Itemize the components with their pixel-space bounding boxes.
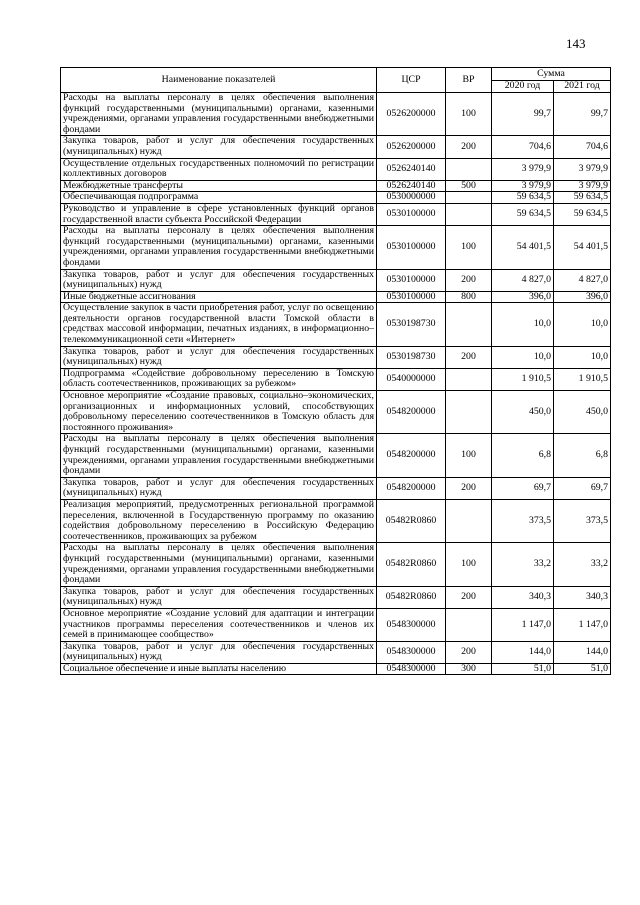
table-row xyxy=(61,192,611,204)
row-vr-code: 200 xyxy=(446,346,492,368)
row-name: Межбюджетные трансферты xyxy=(61,180,377,192)
table-row xyxy=(61,180,611,192)
row-name: Руководство и управление в сфере установленных функций органов государственной власти субъекта Российской Федерации xyxy=(61,203,377,225)
table-row xyxy=(61,663,611,675)
header-year-2020: 2020 год xyxy=(492,81,554,93)
row-amount-2020: 396,0 xyxy=(492,291,554,303)
row-amount-2020: 4 827,0 xyxy=(492,269,554,291)
row-amount-2020: 340,3 xyxy=(492,586,554,608)
row-vr-code: 200 xyxy=(446,586,492,608)
row-csr-code: 0548200000 xyxy=(377,434,446,477)
row-csr-code: 0530198730 xyxy=(377,346,446,368)
row-vr-code xyxy=(446,303,492,346)
row-amount-2021: 3 979,9 xyxy=(554,180,611,192)
row-amount-2020: 33,2 xyxy=(492,543,554,586)
row-csr-code: 0530100000 xyxy=(377,203,446,225)
row-name: Закупка товаров, работ и услуг для обеспечения государственных (муниципальных) нужд xyxy=(61,136,377,158)
row-vr-code xyxy=(446,368,492,390)
row-csr-code: 0548300000 xyxy=(377,663,446,675)
row-amount-2020: 6,8 xyxy=(492,434,554,477)
row-amount-2021: 4 827,0 xyxy=(554,269,611,291)
row-vr-code: 500 xyxy=(446,180,492,192)
row-vr-code xyxy=(446,499,492,542)
row-csr-code: 0526200000 xyxy=(377,93,446,136)
row-name: Реализация мероприятий, предусмотренных региональной программой переселения, включенной в Государственную программу по оказанию содействия добровольному переселению в Российскую Федерацию соотечественников, проживающих за рубежом xyxy=(61,499,377,542)
row-csr-code: 0548300000 xyxy=(377,641,446,663)
row-name: Закупка товаров, работ и услуг для обеспечения государственных (муниципальных) нужд xyxy=(61,269,377,291)
row-vr-code xyxy=(446,203,492,225)
row-name: Расходы на выплаты персоналу в целях обеспечения выполнения функций государственными (муниципальными) органами, казенными учреждениями, органами управления государственными внебюджетными фондами xyxy=(61,226,377,269)
row-amount-2021: 33,2 xyxy=(554,543,611,586)
table-row xyxy=(61,226,611,269)
row-vr-code xyxy=(446,192,492,204)
row-vr-code: 800 xyxy=(446,291,492,303)
row-csr-code: 0530000000 xyxy=(377,192,446,204)
row-name: Осуществление отдельных государственных полномочий по регистрации коллективных договоров xyxy=(61,158,377,180)
row-amount-2020: 1 147,0 xyxy=(492,608,554,641)
row-name: Подпрограмма «Содействие добровольному переселению в Томскую область соотечественников, проживающих за рубежом» xyxy=(61,368,377,390)
row-csr-code: 05482R0860 xyxy=(377,499,446,542)
row-amount-2021: 396,0 xyxy=(554,291,611,303)
header-csr: ЦСР xyxy=(377,68,446,93)
table-row xyxy=(61,434,611,477)
row-vr-code xyxy=(446,391,492,434)
row-amount-2021: 1 910,5 xyxy=(554,368,611,390)
row-amount-2020: 450,0 xyxy=(492,391,554,434)
row-amount-2020: 59 634,5 xyxy=(492,203,554,225)
row-vr-code: 100 xyxy=(446,543,492,586)
row-name: Расходы на выплаты персоналу в целях обеспечения выполнения функций государственными (муниципальными) органами, казенными учреждениями, органами управления государственными внебюджетными фондами xyxy=(61,543,377,586)
row-amount-2020: 3 979,9 xyxy=(492,180,554,192)
header-sum: Сумма xyxy=(492,68,611,81)
table-row xyxy=(61,368,611,390)
header-year-2021: 2021 год xyxy=(554,81,611,93)
row-csr-code: 0530100000 xyxy=(377,269,446,291)
row-amount-2021: 373,5 xyxy=(554,499,611,542)
row-name: Иные бюджетные ассигнования xyxy=(61,291,377,303)
row-vr-code: 200 xyxy=(446,269,492,291)
table-row xyxy=(61,136,611,158)
row-amount-2020: 144,0 xyxy=(492,641,554,663)
row-csr-code: 0530100000 xyxy=(377,291,446,303)
row-csr-code: 05482R0860 xyxy=(377,586,446,608)
row-name: Обеспечивающая подпрограмма xyxy=(61,192,377,204)
row-amount-2021: 69,7 xyxy=(554,477,611,499)
table-row xyxy=(61,93,611,136)
table-header xyxy=(61,68,611,93)
row-csr-code: 0526240140 xyxy=(377,180,446,192)
row-name: Расходы на выплаты персоналу в целях обеспечения выполнения функций государственными (муниципальными) органами, казенными учреждениями, органами управления государственными внебюджетными фондами xyxy=(61,434,377,477)
row-amount-2021: 704,6 xyxy=(554,136,611,158)
row-name: Закупка товаров, работ и услуг для обеспечения государственных (муниципальных) нужд xyxy=(61,641,377,663)
row-amount-2021: 1 147,0 xyxy=(554,608,611,641)
row-csr-code: 0530198730 xyxy=(377,303,446,346)
row-vr-code: 100 xyxy=(446,93,492,136)
table-row xyxy=(61,346,611,368)
row-vr-code xyxy=(446,158,492,180)
row-name: Основное мероприятие «Создание правовых, социально–экономических, организационных и информационных условий, способствующих добровольному переселению соотечественников в Томскую область для постоянного проживания» xyxy=(61,391,377,434)
row-amount-2021: 10,0 xyxy=(554,303,611,346)
row-csr-code: 0526200000 xyxy=(377,136,446,158)
row-amount-2020: 59 634,5 xyxy=(492,192,554,204)
row-name: Закупка товаров, работ и услуг для обеспечения государственных (муниципальных) нужд xyxy=(61,346,377,368)
table-row xyxy=(61,586,611,608)
row-amount-2020: 3 979,9 xyxy=(492,158,554,180)
table-row xyxy=(61,543,611,586)
row-amount-2020: 373,5 xyxy=(492,499,554,542)
header-name: Наименование показателей xyxy=(61,68,377,93)
row-amount-2020: 69,7 xyxy=(492,477,554,499)
table-row xyxy=(61,158,611,180)
row-csr-code: 05482R0860 xyxy=(377,543,446,586)
row-amount-2021: 99,7 xyxy=(554,93,611,136)
row-amount-2020: 51,0 xyxy=(492,663,554,675)
table-body xyxy=(61,93,611,675)
row-csr-code: 0540000000 xyxy=(377,368,446,390)
row-amount-2020: 99,7 xyxy=(492,93,554,136)
row-amount-2021: 10,0 xyxy=(554,346,611,368)
row-csr-code: 0526240140 xyxy=(377,158,446,180)
row-amount-2020: 704,6 xyxy=(492,136,554,158)
row-amount-2021: 450,0 xyxy=(554,391,611,434)
row-csr-code: 0530100000 xyxy=(377,226,446,269)
row-amount-2020: 54 401,5 xyxy=(492,226,554,269)
table-row xyxy=(61,641,611,663)
row-name: Закупка товаров, работ и услуг для обеспечения государственных (муниципальных) нужд xyxy=(61,477,377,499)
row-name: Закупка товаров, работ и услуг для обеспечения государственных (муниципальных) нужд xyxy=(61,586,377,608)
table-row xyxy=(61,303,611,346)
row-vr-code: 100 xyxy=(446,226,492,269)
page-number: 143 xyxy=(566,36,586,51)
row-name: Осуществление закупок в части приобретения работ, услуг по освещению деятельности органов государственной власти Томской области в средствах массовой информации, печатных изданиях, в информационно–телекоммуникационной сети «Интернет» xyxy=(61,303,377,346)
row-vr-code xyxy=(446,608,492,641)
row-amount-2021: 59 634,5 xyxy=(554,192,611,204)
table-row xyxy=(61,291,611,303)
row-name: Расходы на выплаты персоналу в целях обеспечения выполнения функций государственными (муниципальными) органами, казенными учреждениями, органами управления государственными внебюджетными фондами xyxy=(61,93,377,136)
table-row xyxy=(61,499,611,542)
table-row xyxy=(61,391,611,434)
table-row xyxy=(61,269,611,291)
row-amount-2020: 1 910,5 xyxy=(492,368,554,390)
table-row xyxy=(61,203,611,225)
row-amount-2021: 6,8 xyxy=(554,434,611,477)
row-amount-2021: 54 401,5 xyxy=(554,226,611,269)
row-amount-2021: 59 634,5 xyxy=(554,203,611,225)
row-vr-code: 300 xyxy=(446,663,492,675)
budget-table xyxy=(60,67,611,675)
row-vr-code: 200 xyxy=(446,477,492,499)
header-vr: ВР xyxy=(446,68,492,93)
row-vr-code: 100 xyxy=(446,434,492,477)
row-vr-code: 200 xyxy=(446,136,492,158)
row-amount-2021: 3 979,9 xyxy=(554,158,611,180)
row-name: Социальное обеспечение и иные выплаты населению xyxy=(61,663,377,675)
row-amount-2020: 10,0 xyxy=(492,346,554,368)
table-row xyxy=(61,477,611,499)
table-row xyxy=(61,608,611,641)
row-csr-code: 0548300000 xyxy=(377,608,446,641)
row-csr-code: 0548200000 xyxy=(377,477,446,499)
row-csr-code: 0548200000 xyxy=(377,391,446,434)
row-amount-2021: 51,0 xyxy=(554,663,611,675)
row-amount-2020: 10,0 xyxy=(492,303,554,346)
row-name: Основное мероприятие «Создание условий для адаптации и интеграции участников программы переселения соотечественников и членов их семей в принимающее сообщество» xyxy=(61,608,377,641)
row-amount-2021: 340,3 xyxy=(554,586,611,608)
row-amount-2021: 144,0 xyxy=(554,641,611,663)
row-vr-code: 200 xyxy=(446,641,492,663)
